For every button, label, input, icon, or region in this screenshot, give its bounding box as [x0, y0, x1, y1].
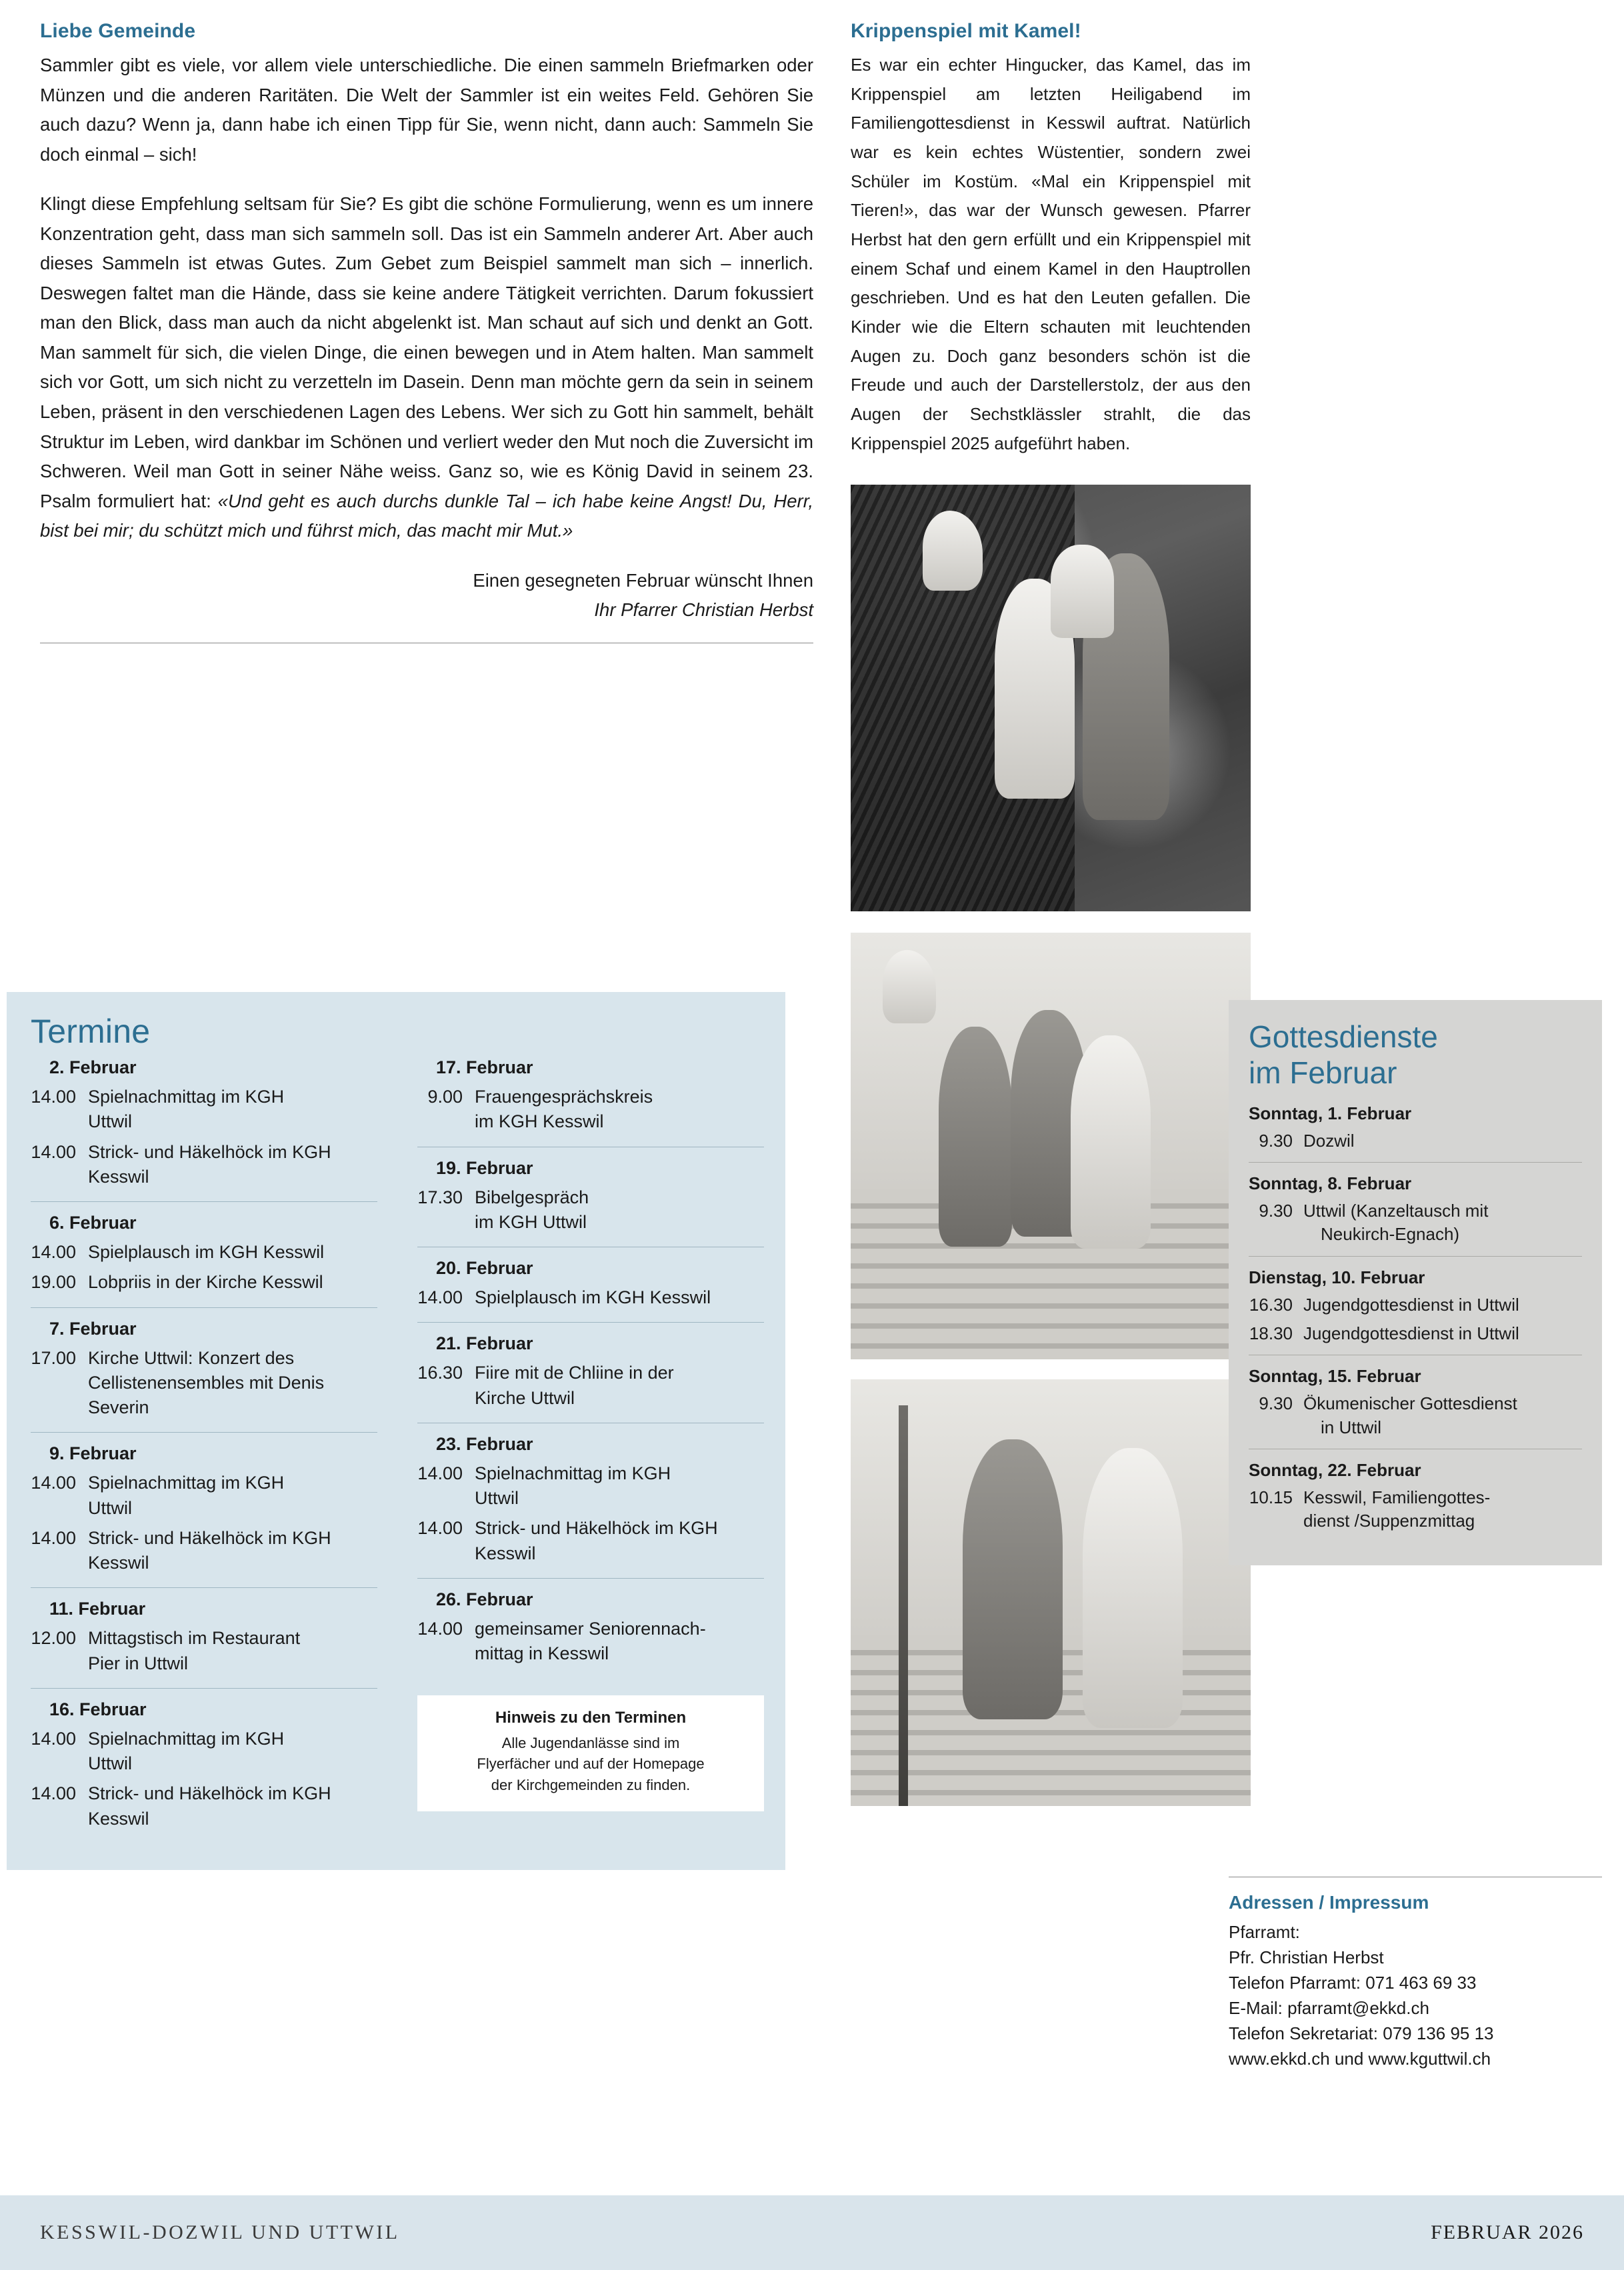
termine-group [31, 1688, 377, 1843]
handrail [899, 1405, 908, 1807]
gottesdienst-time: 9.30 [1259, 1200, 1293, 1221]
termine-text-cont: Kesswil [88, 1808, 149, 1829]
termine-text [88, 1270, 377, 1295]
krippenspiel-text: Es war ein echter Hingucker, das Kamel, das im Krippenspiel am letzten Heiligabend im Familiengottesdienst in Kesswil auftrat. Natürlich war es kein echtes Wüstentier, sondern zwei Schüler im Kostüm. «Mal ein Krippenspiel mit Tieren!», das war der Wunsch gewesen. Pfarrer Herbst hat den gern erfüllt und ein Krippenspiel mit einem Schaf und einem Kamel in den Hauptrollen geschrieben. Und es hat den Leuten gefallen. Die Kinder wie die Eltern schauten mit leuchtenden Augen zu. Doch ganz besonders schön ist die Freude und auch der Darstellerstolz, der aus den Augen der Sechstklässler strahlt, die das Krippenspiel 2025 aufgeführt haben. [851, 55, 1251, 453]
adressen-line: Telefon Sekretariat: 079 136 95 13 [1229, 2023, 1494, 2043]
termine-time: 17.00 [31, 1347, 76, 1368]
termine-item [417, 1285, 764, 1310]
gottesdienst-group [1249, 1449, 1582, 1543]
termine-item [31, 1727, 377, 1777]
termine-columns [31, 1057, 761, 1843]
termine-column-1 [31, 1057, 377, 1843]
gottesdienst-item [1249, 1322, 1582, 1345]
termine-text-line: Lobpriis in der Kirche Kesswil [88, 1272, 323, 1293]
termine-text [88, 1727, 377, 1777]
termine-date: 6. Februar [49, 1213, 137, 1233]
termine-text [88, 1140, 377, 1190]
termine-group [417, 1147, 764, 1247]
termine-text-line: Frauengesprächskreis [475, 1087, 653, 1107]
gottesdienst-item [1249, 1392, 1582, 1439]
termine-time: 19.00 [31, 1272, 76, 1293]
gottesdienst-text [1303, 1293, 1582, 1317]
hinweis-line-2: Flyerfächer und auf der Homepage [477, 1755, 705, 1773]
gottesdienste-title-line-1: Gottesdienste [1249, 1019, 1438, 1054]
gottesdienst-date: Sonntag, 15. Februar [1249, 1366, 1421, 1387]
termine-item [417, 1461, 764, 1511]
editorial-signature [40, 566, 813, 625]
gottesdienst-text-cont: in Uttwil [1321, 1417, 1382, 1437]
termine-date: 20. Februar [436, 1258, 533, 1278]
termine-item [31, 1471, 377, 1521]
photo-kinder-treppe [851, 933, 1251, 1359]
termine-text-cont: Kesswil [88, 1166, 149, 1187]
termine-time: 16.30 [417, 1363, 463, 1383]
gottesdienst-group [1249, 1162, 1582, 1256]
termine-date: 23. Februar [436, 1433, 533, 1454]
termine-group [31, 1201, 377, 1307]
child-right [1071, 1035, 1151, 1249]
termine-text [88, 1626, 377, 1676]
adressen-line: Telefon Pfarramt: 071 463 69 33 [1229, 1972, 1477, 1993]
gottesdienst-text [1303, 1322, 1582, 1345]
editorial-paragraph-2-text: Klingt diese Empfehlung seltsam für Sie? Es gibt die schöne Formulierung, wenn es um innere Konzentration geht, dass man sich sammeln soll. Das ist ein Sammeln anderer Art. Aber auch dieses Sammeln ist etwas Gutes. Zum Gebet zum Beispiel sammelt man sich – innerlich. Deswegen faltet man die Hände, dass sie keine andere Tätigkeit verrichten. Darum fokussiert man den Blick, dass man auch da nicht abgelenkt ist. Man schaut auf sich und denkt an Gott. Man sammelt für sich, die vielen Dinge, die einen bewegen und in Atem halten. Man sammelt sich vor Gott, um sich nicht zu verzetteln im Dasein. Denn man möchte gern da sein in seinem Leben, präsent in den verschiedenen Lagen des Lebens. Wer sich zu Gott hin sammelt, behält Struktur im Leben, wird dankbar im Schönen und verliert weder den Mut noch die Zuversicht im Schweren. Weil man Gott in seiner Nähe weiss. Ganz so, wie es König David in seinem 23. Psalm formuliert hat: [40, 193, 813, 511]
gottesdienst-item [1249, 1199, 1582, 1247]
termine-item [31, 1140, 377, 1190]
gottesdienst-text-line: Jugendgottesdienst in Uttwil [1303, 1323, 1519, 1343]
termine-text [475, 1185, 764, 1235]
termine-text-line: Strick- und Häkelhöck im KGH [88, 1783, 331, 1804]
termine-time: 14.00 [417, 1618, 463, 1639]
termine-item [417, 1185, 764, 1235]
termine-text-cont: Pier in Uttwil [88, 1653, 189, 1673]
termine-time: 14.00 [417, 1463, 463, 1483]
hinweis-line-1: Alle Jugendanlässe sind im [501, 1735, 680, 1752]
signature-line-1: Einen gesegneten Februar wünscht Ihnen [473, 569, 813, 591]
gottesdienst-text [1303, 1129, 1582, 1153]
editorial-title: Liebe Gemeinde [40, 20, 196, 42]
gottesdienst-time: 10.15 [1249, 1487, 1293, 1508]
gottesdienst-text-line: Uttwil (Kanzeltausch mit [1303, 1200, 1489, 1221]
termine-item [417, 1617, 764, 1667]
editorial-paragraph-2 [40, 189, 813, 546]
termine-time: 14.00 [31, 1527, 76, 1548]
gottesdienst-text-cont: dienst /Suppenzmittag [1303, 1511, 1475, 1531]
termine-text-cont: im KGH Uttwil [475, 1211, 587, 1232]
termine-text-line: Strick- und Häkelhöck im KGH [88, 1527, 331, 1548]
termine-text-line: Spielplausch im KGH Kesswil [88, 1242, 325, 1262]
termine-text-line: Fiire mit de Chliine in der [475, 1363, 674, 1383]
gottesdienst-text-line: Kesswil, Familiengottes- [1303, 1487, 1491, 1508]
termine-item [417, 1516, 764, 1566]
child-in-white [1083, 1448, 1183, 1728]
termine-text [88, 1471, 377, 1521]
gottesdienste-title [1249, 1019, 1582, 1091]
gottesdienst-date: Sonntag, 22. Februar [1249, 1460, 1421, 1481]
gottesdienst-date: Sonntag, 1. Februar [1249, 1103, 1412, 1123]
gottesdienst-text-line: Jugendgottesdienst in Uttwil [1303, 1294, 1519, 1315]
termine-item [31, 1085, 377, 1135]
termine-group [417, 1578, 764, 1679]
termine-date: 16. Februar [49, 1699, 147, 1719]
termine-date: 2. Februar [49, 1057, 137, 1077]
hinweis-body [429, 1733, 752, 1795]
hinweis-box [417, 1695, 764, 1811]
gottesdienst-date: Dienstag, 10. Februar [1249, 1267, 1425, 1287]
gottesdienst-item [1249, 1486, 1582, 1533]
termine-text [88, 1346, 377, 1421]
termine-text-line: Strick- und Häkelhöck im KGH [88, 1141, 331, 1162]
termine-time: 14.00 [31, 1783, 76, 1804]
termine-text-cont: im KGH Kesswil [475, 1111, 604, 1132]
termine-date: 26. Februar [436, 1589, 533, 1609]
adressen-title: Adressen / Impressum [1229, 1892, 1429, 1913]
termine-text-cont: Uttwil [88, 1497, 132, 1518]
termine-time: 12.00 [31, 1628, 76, 1649]
termine-text [475, 1361, 764, 1411]
termine-date: 7. Februar [49, 1318, 137, 1339]
gottesdienst-time: 9.30 [1259, 1393, 1293, 1414]
gottesdienst-text-line: Ökumenischer Gottesdienst [1303, 1393, 1517, 1414]
termine-text-line: Strick- und Häkelhöck im KGH [475, 1518, 718, 1539]
termine-item [31, 1240, 377, 1265]
termine-text-line: Mittagstisch im Restaurant [88, 1628, 301, 1649]
termine-time: 9.00 [427, 1087, 463, 1107]
gottesdienst-time: 18.30 [1249, 1323, 1293, 1343]
termine-text [88, 1240, 377, 1265]
termine-text-cont: mittag in Kesswil [475, 1643, 609, 1663]
termine-group [417, 1322, 764, 1423]
termine-text [88, 1781, 377, 1831]
gottesdienst-text [1303, 1392, 1582, 1439]
gottesdienst-text [1303, 1486, 1582, 1533]
termine-text [475, 1285, 764, 1310]
termine-text [88, 1085, 377, 1135]
termine-time: 14.00 [31, 1473, 76, 1493]
termine-item [417, 1361, 764, 1411]
gottesdienst-item [1249, 1293, 1582, 1317]
termine-text-line: Spielnachmittag im KGH [88, 1728, 285, 1749]
termine-time: 14.00 [31, 1728, 76, 1749]
termine-text-line: Kirche Uttwil: Konzert des [88, 1347, 295, 1368]
termine-text-cont: Cellistenensembles mit Denis [88, 1372, 325, 1393]
adressen-line: Pfarramt: [1229, 1922, 1300, 1942]
termine-text [475, 1516, 764, 1566]
termine-text-line: Spielplausch im KGH Kesswil [475, 1287, 711, 1307]
hinweis-title: Hinweis zu den Terminen [495, 1709, 687, 1727]
child-with-hat [963, 1439, 1063, 1719]
page-footer [0, 2195, 1624, 2270]
termine-text-cont-2: Severin [88, 1397, 149, 1417]
termine-date: 9. Februar [49, 1443, 137, 1464]
termine-text-cont: Kesswil [88, 1553, 149, 1573]
krippenspiel-body [851, 51, 1251, 458]
termine-time: 14.00 [417, 1518, 463, 1539]
termine-text-line: Spielnachmittag im KGH [475, 1463, 671, 1483]
termine-text-line: gemeinsamer Seniorennach- [475, 1618, 706, 1639]
termine-item [31, 1270, 377, 1295]
termine-date: 19. Februar [436, 1157, 533, 1178]
gottesdienst-date: Sonntag, 8. Februar [1249, 1173, 1412, 1193]
child-left [939, 1027, 1012, 1247]
termine-text-cont: Uttwil [88, 1111, 132, 1132]
termine-time: 17.30 [417, 1187, 463, 1207]
gottesdienst-text-line: Dozwil [1303, 1130, 1355, 1151]
gottesdienste-title-line-2: im Februar [1249, 1055, 1397, 1091]
editorial-psalm-quote: «Und geht es auch durchs dunkle Tal – ich habe keine Angst! Du, Herr, bist bei mir; du schützt mich und führst mich, das macht mir Mut.» [40, 490, 813, 541]
termine-date: 17. Februar [436, 1057, 533, 1077]
photo-kamel-kostuem [851, 485, 1251, 911]
termine-text-cont: Kirche Uttwil [475, 1387, 575, 1408]
termine-text-cont: Uttwil [88, 1753, 132, 1773]
termine-text-line: Bibelgespräch [475, 1187, 589, 1207]
termine-text-line: Spielnachmittag im KGH [88, 1087, 285, 1107]
footer-region: KESSWIL-DOZWIL UND UTTWIL [40, 2221, 400, 2243]
termine-item [31, 1526, 377, 1576]
gottesdienst-text-cont: Neukirch-Egnach) [1321, 1224, 1460, 1245]
gottesdienst-group [1249, 1256, 1582, 1355]
termine-text-cont: Uttwil [475, 1488, 519, 1508]
termine-time: 14.00 [31, 1242, 76, 1262]
termine-text [475, 1085, 764, 1135]
termine-text [475, 1461, 764, 1511]
adressen-email[interactable]: E-Mail: pfarramt@ekkd.ch [1229, 1997, 1429, 2018]
termine-text-line: Spielnachmittag im KGH [88, 1473, 285, 1493]
termine-time: 14.00 [31, 1141, 76, 1162]
termine-group [417, 1423, 764, 1578]
gottesdienste-box [1229, 1000, 1602, 1565]
termine-group [31, 1587, 377, 1688]
termine-item [31, 1346, 377, 1421]
termine-date: 21. Februar [436, 1333, 533, 1354]
termine-title: Termine [31, 1013, 151, 1050]
termine-group [417, 1247, 764, 1322]
krippenspiel-title: Krippenspiel mit Kamel! [851, 20, 1081, 42]
termine-item [417, 1085, 764, 1135]
gottesdienst-time: 16.30 [1249, 1294, 1293, 1315]
gottesdienst-time: 9.30 [1259, 1130, 1293, 1151]
adressen-line: Pfr. Christian Herbst [1229, 1947, 1384, 1967]
adressen-website[interactable]: www.ekkd.ch und www.kguttwil.ch [1229, 2048, 1491, 2069]
termine-date: 11. Februar [49, 1599, 146, 1619]
person-middle-head [1051, 545, 1114, 638]
photo-zwei-kinder [851, 1379, 1251, 1806]
adressen-section [1229, 1877, 1602, 2072]
gottesdienst-text [1303, 1199, 1582, 1247]
termine-text [475, 1617, 764, 1667]
editorial-body [40, 51, 813, 546]
termine-group [31, 1432, 377, 1587]
gottesdienst-item [1249, 1129, 1582, 1153]
signature-line-2: Ihr Pfarrer Christian Herbst [594, 599, 813, 621]
termine-item [31, 1626, 377, 1676]
termine-column-2 [417, 1057, 764, 1843]
termine-group [417, 1057, 764, 1147]
termine-group [31, 1307, 377, 1433]
hinweis-line-3: der Kirchgemeinden zu finden. [491, 1776, 691, 1793]
gottesdienst-group [1249, 1355, 1582, 1449]
gottesdienst-group [1249, 1103, 1582, 1162]
editorial-paragraph-1: Sammler gibt es viele, vor allem viele unterschiedliche. Die einen sammeln Briefmarken oder Münzen und die anderen Raritäten. Die Welt der Sammler ist ein weites Feld. Gehören Sie auch dazu? Wenn ja, dann habe ich einen Tipp für Sie, wenn nicht, dann auch: Sammeln Sie doch einmal – sich! [40, 55, 813, 165]
termine-group [31, 1057, 377, 1201]
termine-item [31, 1781, 377, 1831]
termine-box [7, 992, 785, 1870]
termine-time: 14.00 [31, 1087, 76, 1107]
termine-text [88, 1526, 377, 1576]
krippenspiel-column [851, 20, 1251, 1806]
termine-text-cont: Kesswil [475, 1543, 536, 1563]
termine-time: 14.00 [417, 1287, 463, 1307]
footer-issue-date: FEBRUAR 2026 [1431, 2221, 1584, 2243]
